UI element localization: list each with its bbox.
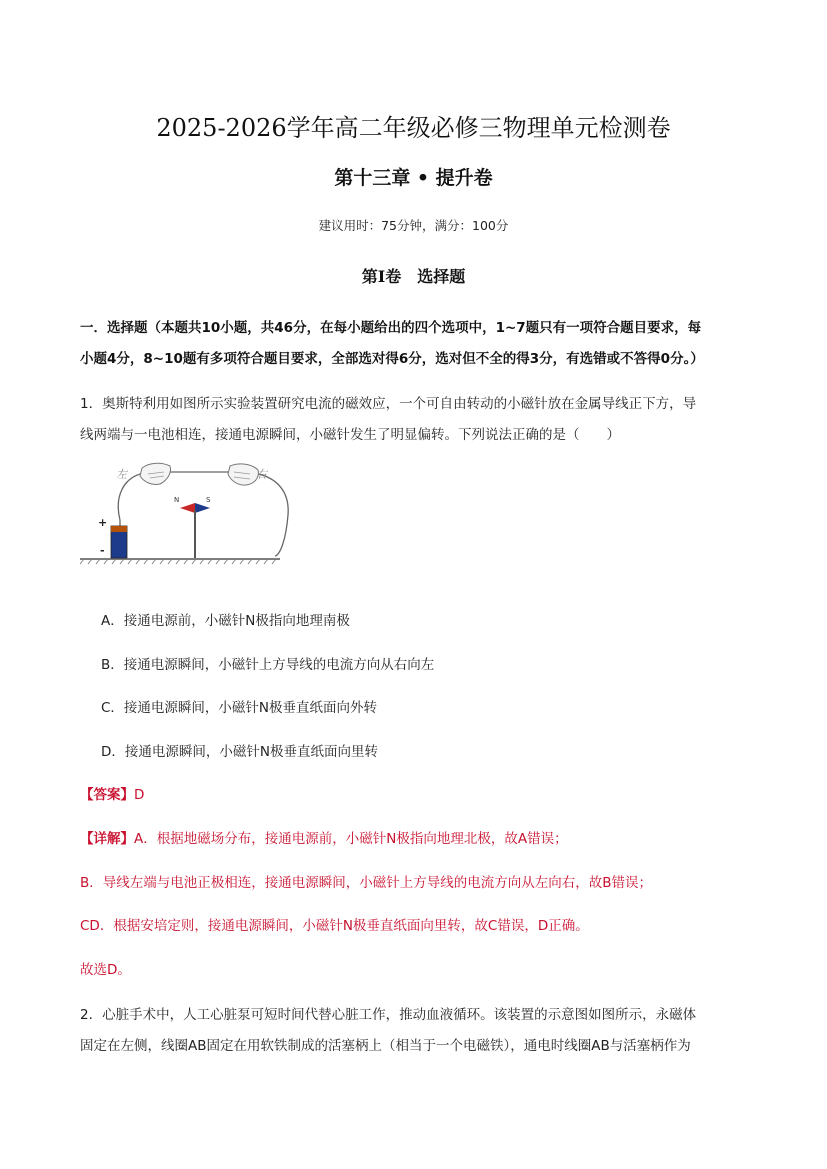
detail-line-1 xyxy=(80,827,568,847)
option-c: C．接通电源瞬间，小磁针N极垂直纸面向外转 xyxy=(101,700,378,716)
question-2-line-2: 固定在左侧，线圈AB固定在用软铁制成的活塞柄上（相当于一个电磁铁），通电时线圈AB与活塞柄作为 xyxy=(80,1038,691,1054)
detail-text-1: A．根据地磁场分布，接通电源前，小磁针N极指向地理北极，故A错误； xyxy=(134,831,568,847)
battery-minus-label: - xyxy=(100,544,105,557)
answer-value: D xyxy=(134,787,145,803)
section-title: 第I卷 选择题 xyxy=(361,267,466,286)
chapter-subtitle: 第十三章 • 提升卷 xyxy=(334,167,493,189)
detail-line-3: CD．根据安培定则，接通电源瞬间，小磁针N极垂直纸面向里转，故C错误，D正确。 xyxy=(80,918,589,934)
option-b: B．接通电源瞬间，小磁针上方导线的电流方向从右向左 xyxy=(101,657,435,673)
option-d: D．接通电源瞬间，小磁针N极垂直纸面向里转 xyxy=(101,744,378,760)
instructions-line-2: 小题4分，8~10题有多项符合题目要求，全部选对得6分，选对但不全的得3分，有选错或不答得0分。） xyxy=(80,351,704,367)
right-hand-icon xyxy=(228,464,258,485)
needle-south-half xyxy=(195,503,210,513)
question-1-line-1: 1．奥斯特利用如图所示实验装置研究电流的磁效应，一个可自由转动的小磁针放在金属导线正下方，导 xyxy=(80,396,697,412)
exam-title: 2025-2026学年高二年级必修三物理单元检测卷 xyxy=(156,114,671,142)
left-hand-icon xyxy=(140,463,171,484)
time-info: 建议用时：75分钟，满分：100分 xyxy=(318,218,509,233)
option-a: A．接通电源前，小磁针N极指向地理南极 xyxy=(101,613,350,629)
detail-line-2: B．导线左端与电池正极相连，接通电源瞬间，小磁针上方导线的电流方向从左向右，故B错误； xyxy=(80,875,653,891)
needle-s-label: S xyxy=(206,496,211,504)
oersted-experiment-figure xyxy=(80,460,295,575)
question-1-line-2: 线两端与一电池相连，接通电源瞬间，小磁针发生了明显偏转。下列说法正确的是（ ） xyxy=(80,427,620,443)
answer-line xyxy=(80,783,144,803)
wire xyxy=(118,472,288,556)
question-2-line-1: 2．心脏手术中，人工心脏泵可短时间代替心脏工作，推动血液循环。该装置的示意图如图所示，永磁体 xyxy=(80,1007,697,1023)
right-label: 右 xyxy=(256,468,267,481)
answer-tag: 【答案】 xyxy=(80,787,134,803)
detail-line-4: 故选D。 xyxy=(80,962,131,978)
detail-tag: 【详解】 xyxy=(80,831,134,847)
instructions-line-1: 一．选择题（本题共10小题，共46分，在每小题给出的四个选项中，1~7题只有一项符合题目要求，每 xyxy=(80,320,702,336)
left-label: 左 xyxy=(116,468,127,481)
battery-plus-label: + xyxy=(98,516,108,529)
needle-north-half xyxy=(180,503,195,513)
needle-n-label: N xyxy=(174,496,180,504)
